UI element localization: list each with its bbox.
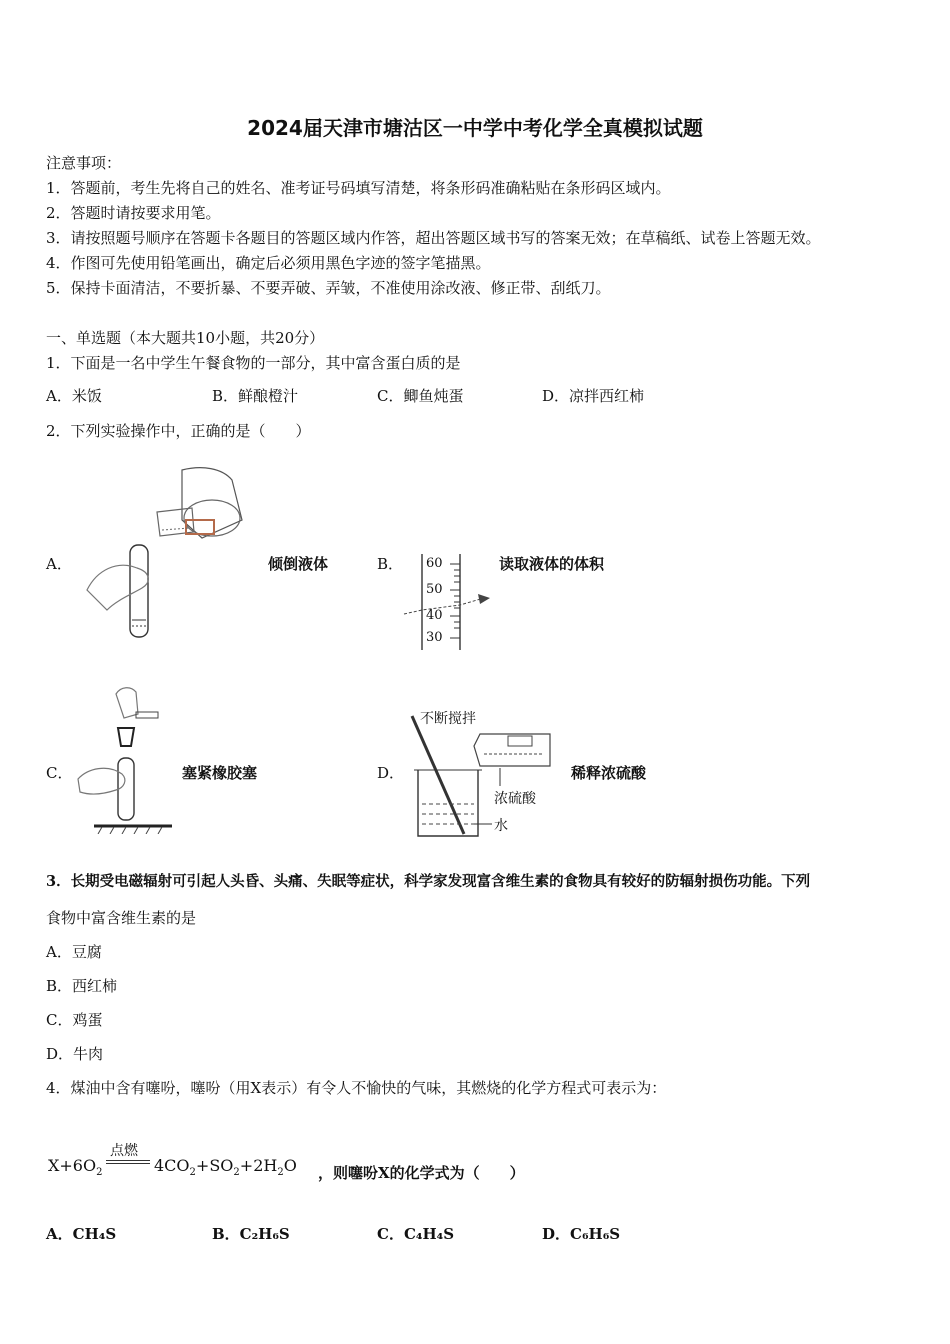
cylinder-tick-60: 60 <box>426 556 443 571</box>
notice-item-1: 1．答题前，考生先将自己的姓名、准考证号码填写清楚，将条形码准确粘贴在条形码区域内。 <box>46 179 671 197</box>
q3-stem-line1: 3．长期受电磁辐射可引起人头昏、头痛、失眠等症状，科学家发现富含维生素的食物具有较好的防辐射损伤功能。下列 <box>46 873 811 890</box>
q1-option-b: B．鲜酿橙汁 <box>212 387 299 405</box>
q1-option-a: A．米饭 <box>46 387 102 405</box>
q4-equation-tail: ，则噻吩X的化学式为（ ） <box>318 1164 525 1182</box>
measuring-cylinder-figure <box>400 550 500 655</box>
notice-item-3: 3．请按照题号顺序在答题卡各题目的答题区域内作答，超出答题区域书写的答案无效；在草稿纸、试卷上答题无效。 <box>46 229 821 247</box>
q4-option-b: B．C₂H₆S <box>212 1225 290 1243</box>
stopper-figure <box>76 684 176 834</box>
page-title: 2024届天津市塘沽区一中学中考化学全真模拟试题 <box>247 116 703 140</box>
notice-item-2: 2．答题时请按要求用笔。 <box>46 204 221 222</box>
equation-left: $X+6O_2$ <box>48 1156 103 1179</box>
cylinder-tick-30: 30 <box>426 630 443 645</box>
acid-label: 浓硫酸 <box>494 791 536 807</box>
q4-stem: 4．煤油中含有噻吩，噻吩（用X表示）有令人不愉快的气味，其燃烧的化学方程式可表示为： <box>46 1079 667 1097</box>
q2-option-d-caption: 稀释浓硫酸 <box>571 764 647 782</box>
notice-heading: 注意事项： <box>46 154 122 172</box>
q2-option-b-letter: B． <box>377 555 404 573</box>
pour-liquid-figure <box>82 460 252 645</box>
q2-option-d-letter: D． <box>377 764 405 782</box>
q4-option-c: C．C₄H₄S <box>377 1225 455 1243</box>
q2-option-a-letter: A． <box>46 555 72 573</box>
section-heading: 一、单选题（本大题共10小题，共20分） <box>46 329 325 347</box>
q2-option-a-caption: 倾倒液体 <box>268 555 329 573</box>
equation-condition: 点燃 <box>110 1143 138 1159</box>
q1-option-d: D．凉拌西红柿 <box>542 387 645 405</box>
q3-option-d: D．牛肉 <box>46 1045 104 1063</box>
equation-arrow <box>106 1160 150 1164</box>
q4-option-d: D．C₆H₆S <box>542 1225 621 1243</box>
water-label: 水 <box>494 818 508 834</box>
q3-option-c: C．鸡蛋 <box>46 1011 103 1029</box>
cylinder-tick-50: 50 <box>426 582 443 597</box>
q3-option-a: A．豆腐 <box>46 943 102 961</box>
q3-stem-line2: 食物中富含维生素的是 <box>46 909 197 927</box>
chemical-equation <box>48 1140 318 1190</box>
stir-label: 不断搅拌 <box>420 711 476 727</box>
notice-item-4: 4．作图可先使用铅笔画出，确定后必须用黑色字迹的签字笔描黑。 <box>46 254 491 272</box>
q2-option-b-caption: 读取液体的体积 <box>499 555 605 573</box>
q2-stem: 2．下列实验操作中，正确的是（ ） <box>46 422 311 440</box>
q1-stem: 1．下面是一名中学生午餐食物的一部分，其中富含蛋白质的是 <box>46 354 461 372</box>
q1-option-c: C．鲫鱼炖蛋 <box>377 387 464 405</box>
q3-option-b: B．西红柿 <box>46 977 118 995</box>
notice-item-5: 5．保持卡面清洁，不要折暴、不要弄破、弄皱，不准使用涂改液、修正带、刮纸刀。 <box>46 279 611 297</box>
q2-option-c-caption: 塞紧橡胶塞 <box>182 764 258 782</box>
equation-right: $4CO_2+SO_2+2H_2O$ <box>154 1156 297 1179</box>
cylinder-tick-40: 40 <box>426 608 443 623</box>
q2-option-c-letter: C． <box>46 764 73 782</box>
q4-option-a: A．CH₄S <box>46 1225 117 1243</box>
